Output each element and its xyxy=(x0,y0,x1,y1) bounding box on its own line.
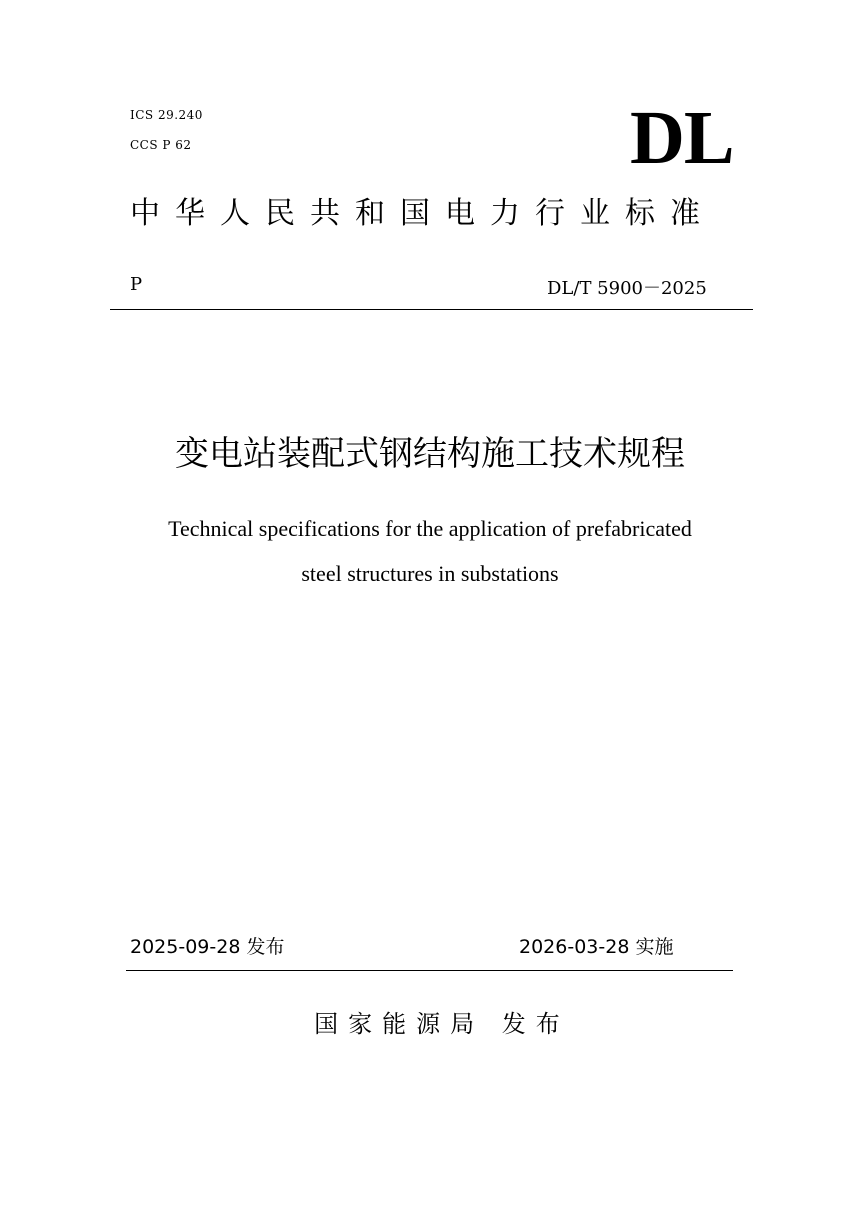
footer-divider xyxy=(126,970,733,971)
classification-code: P xyxy=(130,274,143,295)
standard-number: DL/T 5900－2025 xyxy=(547,278,707,299)
industry-standard-title: 中华人民共和国电力行业标准 xyxy=(130,196,715,231)
issue-date: 2025-09-28 发布 xyxy=(130,936,285,958)
ccs-code: CCS P 62 xyxy=(130,138,192,152)
document-title-english xyxy=(0,506,860,596)
implementation-date: 2026-03-28 实施 xyxy=(519,936,674,958)
issuing-authority: 国家能源局 发布 xyxy=(314,1010,570,1038)
dl-logo: DL xyxy=(630,96,734,180)
document-title-chinese: 变电站装配式钢结构施工技术规程 xyxy=(175,434,685,474)
ics-code: ICS 29.240 xyxy=(130,108,203,122)
english-title-line-2: steel structures in substations xyxy=(301,561,559,586)
header-divider xyxy=(110,309,753,310)
english-title-line-1: Technical specifications for the application of prefabricated xyxy=(168,516,692,541)
